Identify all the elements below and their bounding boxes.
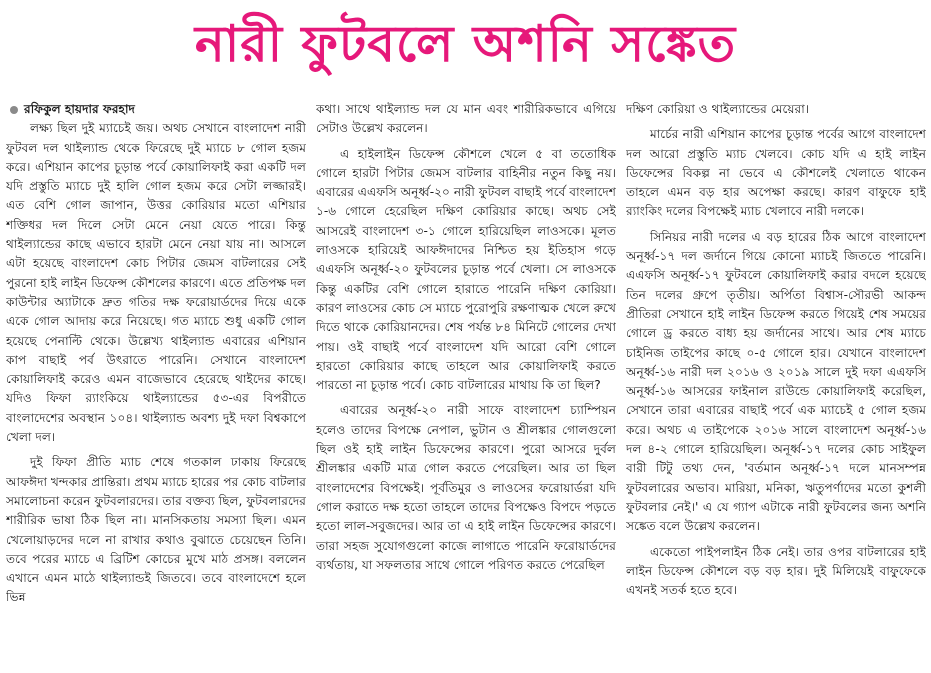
paragraph: দুই ফিফা প্রীতি ম্যাচ শেষে গতকাল ঢাকায় ফিরেছে আফঈদা খন্দকার প্রান্তিরা। প্রথম ম্যাচে হারের পর কোচ বাটলার সমালোচনা করেন ফুটবলারদের। তার বক্তব্য ছিল, ফুটবলারদের শারীরিক ভাষা ঠিক ছিল না। মানসিকতায় সমস্যা ছিল। এমন খেলোয়াড়দের দলে না রাখার কথাও বুঝাতে চেয়েছেন তিনি। তবে পরের ম্যাচে এ ব্রিটিশ কোচের মুখে মাঠ প্রসঙ্গ। বললেন এখানে এমন মাঠে থাইল্যান্ডই জিতবে। তবে বাংলাদেশে হলে ভিন্ন	[6, 455, 306, 605]
column-3	[626, 100, 926, 668]
paragraph: দক্ষিণ কোরিয়া ও থাইল্যান্ডের মেয়েরা।	[626, 102, 810, 116]
column-1	[6, 100, 306, 668]
column-2	[316, 100, 616, 668]
paragraph: এ হাইলাইন ডিফেন্স কৌশলে খেলে ৫ বা ততোধিক গোলে হারটা পিটার জেমস বাটলার বাহিনীর নতুন কিছু নয়। এবারের এএফসি অনূর্ধ্ব-২০ নারী ফুটবল বাছাই পর্বে বাংলাদেশ ১-৬ গোলে হেরেছিল দক্ষিণ কোরিয়ার কাছে। অথচ সেই আসরেই বাংলাদেশ ৩-১ গোলে হারিয়েছিল লাওসকে। মূলত লাওসকে হারিয়েই আফঈদাদের নিশ্চিত হয় ইতিহাস গড়ে এএফসি অনূর্ধ্ব-২০ ফুটবলের চূড়ান্ত পর্বে খেলা। সে লাওসকে কিন্তু একটির বেশি গোলে হারাতে পারেনি দক্ষিণ কোরিয়া। কারণ লাওসের কোচ সে ম্যাচে পুরোপুরি রক্ষণাত্মক খেলে রুখে দিতে থাকে কোরিয়ানদের। শেষ পর্যন্ত ৮৪ মিনিটে গোলের দেখা পায়। ওই বাছাই পর্বে বাংলাদেশ যদি আরো বেশি গোলে হারতো কোরিয়ার কাছে তাহলে আর কোয়ালিফাই করতে পারতো না চূড়ান্ত পর্বে। কোচ বাটলারের মাথায় কি তা ছিল?	[316, 146, 616, 393]
paragraph: লক্ষ্য ছিল দুই ম্যাচেই জয়। অথচ সেখানে বাংলাদেশ নারী ফুটবল দল থাইল্যান্ড থেকে ফিরেছে দুই ম্যাচে ৮ গোল হজম করে। এশিয়ান কাপের চূড়ান্ত পর্বে কোয়ালিফাই করা একটি দল যদি প্রস্তুতি ম্যাচে দুই হালি গোল হজম করে সেটা লজ্জারই। এত বেশি গোল জাপান, উত্তর কোরিয়ার মতো এশিয়ার শক্তিধর দল দিলে সেটা মেনে নেয়া যেতে পারে। কিন্তু থাইল্যান্ডের কাছে এভাবে হারটা মেনে নেয়া যায় না। আসলে এটা হয়েছে বাংলাদেশ কোচ পিটার জেমস বাটলারের সেই পুরনো হাই লাইন ডিফেন্স কৌশলের কারণে। এতে প্রতিপক্ষ দল কাউন্টার অ্যাটাকে দ্রুত গতির দক্ষ ফরোয়ার্ডদের দিয়ে একে একে গোল আদায় করে নিয়েছে। গত ম্যাচে শুধু একটি গোল হয়েছে পেনাল্টি থেকে। উল্লেখ্য থাইল্যান্ড এবারের এশিয়ান কাপ বাছাই পর্ব উৎরাতে পারেনি। সেখানে বাংলাদেশ কোয়ালিফাই করেও এমন বাজেভাবে হেরেছে থাইদের কাছে। যদিও ফিফা র‌্যাংকিয়ে থাইল্যান্ডের ৫৩-এর বিপরীতে বাংলাদেশের অবস্থান ১০৪। থাইল্যান্ড অবশ্য দুই দফা বিশ্বকাপে খেলা দল।	[6, 121, 306, 445]
paragraph: একেতো পাইপলাইন ঠিক নেই। তার ওপর বাটলারের হাই লাইন ডিফেন্স কৌশলে বড় বড় হার। দুই মিলিয়েই বাফুফেকে এখনই সতর্ক হতে হবে।	[626, 544, 926, 598]
headline: নারী ফুটবলে অশনি সঙ্কেত	[194, 14, 737, 73]
paragraph: মার্চের নারী এশিয়ান কাপের চূড়ান্ত পর্বের আগে বাংলাদেশ দল আরো প্রস্তুতি ম্যাচ খেলবে। কোচ যদি এ হাই লাইন ডিফেন্সের বিকল্প না ভেবে এ কৌশলেই খেলাতে থাকেন তাহলে এমন বড় হার অপেক্ষা করছে। কারণ বাফুফে হাই র‌্যাংকিং দলের বিপক্ষেই ম্যাচ খেলাবে নারী দলকে।	[626, 127, 926, 219]
article-columns	[6, 100, 926, 668]
byline	[6, 100, 306, 119]
paragraph: কথা। সাথে থাইল্যান্ড দল যে মান এবং শারীরিকভাবে এগিয়ে সেটাও উল্লেখ করলেন।	[316, 102, 616, 136]
byline-author: রফিকুল হায়দার ফরহাদ	[24, 102, 135, 116]
paragraph: এবারের অনূর্ধ্ব-২০ নারী সাফে বাংলাদেশ চ্যাম্পিয়ন হলেও তাদের বিপক্ষে নেপাল, ভুটান ও শ্রীলঙ্কার গোলগুলো ছিল ওই হাই লাইন ডিফেন্সের কারণে। পুরো আসরে দুর্বল শ্রীলঙ্কার একটি মাত্র গোল করতে পেরেছিল। আর তা ছিল বাংলাদেশের বিপক্ষেই। পূর্বতিমুর ও লাওসের ফরোয়ার্ডরা যদি গোল করাতে দক্ষ হতো তাহলে তাদের বিপক্ষেও বিপদে পড়তে হতো লাল-সবুজদের। আর তা এ হাই লাইন ডিফেন্সের কারণে। তারা সহজ সুযোগগুলো কাজে লাগাতে পারেনি ফরোয়ার্ডদের ব্যর্থতায়, যা সফলতার সাথে গোলে পরিণত করতে পেরেছিল	[316, 403, 616, 572]
paragraph: সিনিয়র নারী দলের এ বড় হারের ঠিক আগে বাংলাদেশ অনূর্ধ্ব-১৭ দল জর্দানে গিয়ে কোনো ম্যাচই জিততে পারেনি। এএফসি অনূর্ধ্ব-১৭ ফুটবলে কোয়ালিফাই করার বদলে হয়েছে তিন দলের গ্রুপে তৃতীয়। অর্পিতা বিশ্বাস-সৌরভী আকন্দ প্রীতিরা সেখানে হাই লাইন ডিফেন্স করতে গিয়েই শেষ সময়ের গোলে ড্র করতে বাধ্য হয় জর্দানের সাথে। আর শেষ ম্যাচে চাইনিজ তাইপের কাছে ০-৫ গোলে হার। যেখানে বাংলাদেশ অনূর্ধ্ব-১৬ নারী দল ২০১৬ ও ২০১৯ সালে দুই দফা এএফসি অনূর্ধ্ব-১৬ আসরের ফাইনাল রাউন্ডে কোয়ালিফাই করেছিল, সেখানে তারা এবারের বাছাই পর্বে এক ম্যাচেই ৫ গোল হজম করে। অথচ এ তাইপেকে ২০১৬ সালে বাংলাদেশ অনূর্ধ্ব-১৬ দল ৪-২ গোলে হারিয়েছিল। অনূর্ধ্ব-১৭ দলের কোচ সাইফুল বারী টিটু তথ্য দেন, 'বর্তমান অনূর্ধ্ব-১৭ দলে মানসম্পন্ন ফুটবলারের অভাব। মারিয়া, মনিকা, ঋতুপর্ণাদের মতো কুশলী ফুটবলার নেই।' এ যে গ্যাপ এটাকে নারী ফুটবলের জন্য অশনি সঙ্কেত বলে উল্লেখ করলেন।	[626, 229, 926, 534]
bullet-icon	[10, 106, 18, 114]
